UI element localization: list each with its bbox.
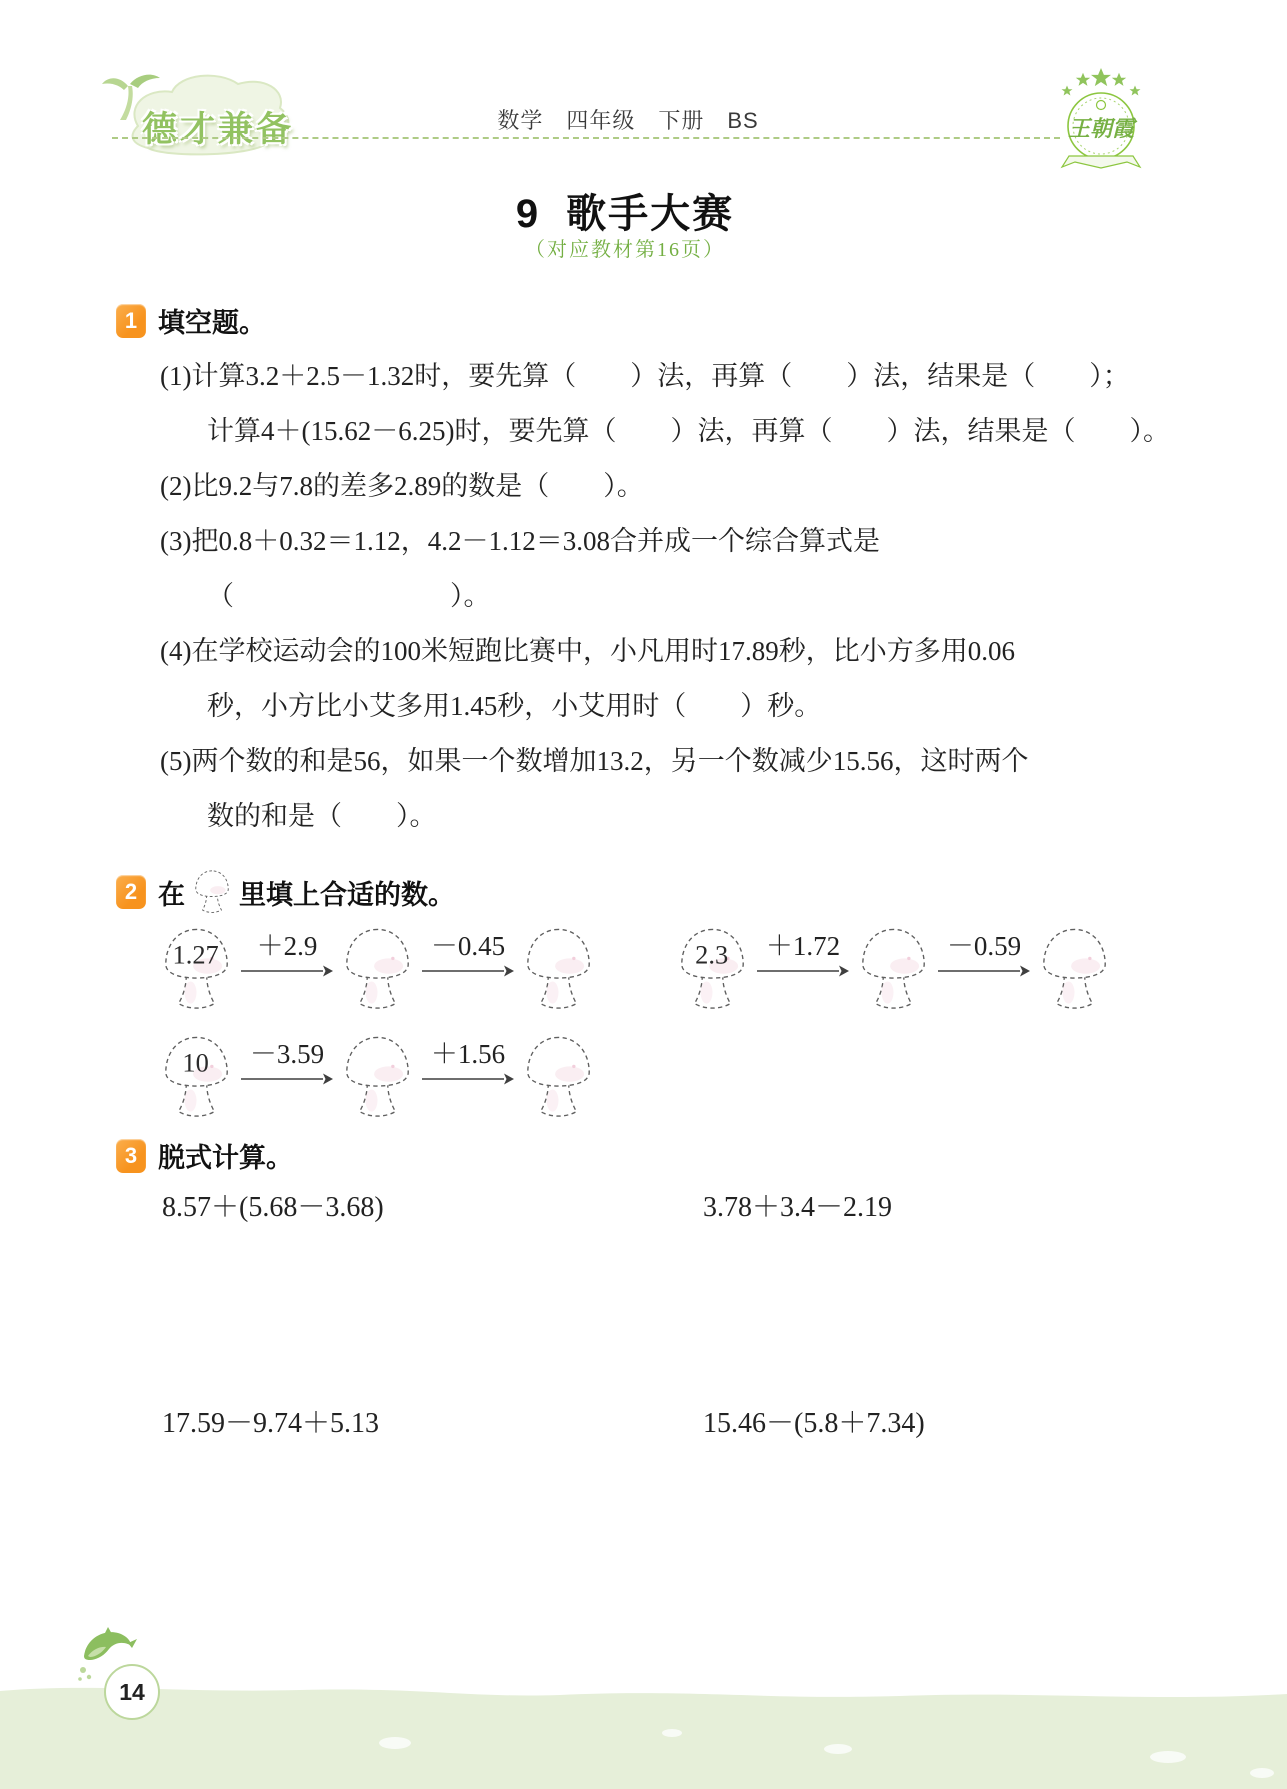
q2-header bbox=[116, 869, 455, 915]
q3-label: 脱式计算。 bbox=[158, 1143, 293, 1173]
mushroom-start-value bbox=[158, 1034, 235, 1121]
q1-header bbox=[116, 301, 266, 340]
mushroom-blank bbox=[520, 1034, 597, 1121]
q1-line: 秒，小方比小艾多用1.45秒，小艾用时（ ）秒。 bbox=[207, 691, 822, 721]
q3-expression-3: 17.59－9.74＋5.13 bbox=[162, 1408, 380, 1439]
operation-label: －3.59 bbox=[249, 1039, 325, 1069]
textbook-reference: （对应教材第16页） bbox=[525, 239, 725, 261]
operation-arrow bbox=[241, 928, 333, 978]
right-arrow-icon bbox=[422, 964, 514, 978]
svg-text:2.3: 2.3 bbox=[695, 939, 729, 970]
q1-line: (4)在学校运动会的100米短跑比赛中，小凡用时17.89秒，比小方多用0.06 bbox=[160, 636, 1015, 666]
svg-text:10: 10 bbox=[182, 1047, 209, 1078]
q3-expression-2: 3.78＋3.4－2.19 bbox=[703, 1192, 893, 1223]
q1-number-badge: 1 bbox=[116, 304, 146, 338]
mushroom-blank bbox=[339, 1034, 416, 1121]
operation-arrow bbox=[241, 1036, 333, 1086]
right-arrow-icon bbox=[422, 1072, 514, 1086]
mushroom-icon bbox=[191, 869, 233, 915]
q1-label: 填空题。 bbox=[158, 308, 266, 338]
operation-label: ＋1.72 bbox=[765, 931, 841, 961]
mushroom-start-value bbox=[674, 926, 751, 1013]
operation-label: －0.59 bbox=[946, 931, 1022, 961]
mushroom-blank bbox=[855, 926, 932, 1013]
q2-label bbox=[158, 869, 455, 915]
publisher-badge-text: 王朝霞 bbox=[1067, 116, 1135, 141]
operation-label: －0.45 bbox=[430, 931, 506, 961]
q2-chain-2 bbox=[674, 926, 1113, 1013]
right-arrow-icon bbox=[241, 1072, 333, 1086]
q2-label-prefix: 在 bbox=[158, 879, 185, 910]
q1-line: (1)计算3.2＋2.5－1.32时，要先算（ ）法，再算（ ）法，结果是（ ）； bbox=[160, 361, 1130, 391]
mushroom-blank bbox=[1036, 926, 1113, 1013]
right-arrow-icon bbox=[938, 964, 1030, 978]
lesson-title-text: 歌手大赛 bbox=[566, 192, 735, 236]
operation-label: ＋1.56 bbox=[430, 1039, 506, 1069]
q1-line: 计算4＋(15.62－6.25)时，要先算（ ）法，再算（ ）法，结果是（ ）。 bbox=[207, 416, 1170, 446]
operation-arrow bbox=[422, 1036, 514, 1086]
operation-arrow bbox=[422, 928, 514, 978]
svg-text:1.27: 1.27 bbox=[172, 939, 219, 970]
publisher-badge-icon bbox=[1054, 64, 1148, 176]
brand-logo-text: 德才兼备 bbox=[142, 110, 295, 149]
q1-line: 数的和是（ ）。 bbox=[207, 801, 437, 831]
lesson-number: 9 bbox=[515, 192, 541, 236]
footer-wave bbox=[0, 1677, 1287, 1789]
subject-line: 数学 四年级 下册 BS bbox=[497, 108, 759, 133]
mushroom-start-value bbox=[158, 926, 235, 1013]
q2-chain-3 bbox=[158, 1034, 597, 1121]
page-number: 14 bbox=[104, 1664, 160, 1720]
operation-arrow bbox=[757, 928, 849, 978]
q2-chain-1 bbox=[158, 926, 597, 1013]
q2-label-suffix: 里填上合适的数。 bbox=[239, 879, 455, 910]
q1-line: (5)两个数的和是56，如果一个数增加13.2，另一个数减少15.56，这时两个 bbox=[160, 746, 1029, 776]
publisher-badge bbox=[1054, 64, 1148, 176]
right-arrow-icon bbox=[241, 964, 333, 978]
operation-arrow bbox=[938, 928, 1030, 978]
q3-number-badge: 3 bbox=[116, 1139, 146, 1173]
header-divider bbox=[112, 137, 1060, 139]
right-arrow-icon bbox=[757, 964, 849, 978]
q3-expression-1: 8.57＋(5.68－3.68) bbox=[162, 1192, 384, 1223]
q3-header bbox=[116, 1136, 293, 1175]
mushroom-blank bbox=[339, 926, 416, 1013]
operation-label: ＋2.9 bbox=[256, 931, 318, 961]
q1-line: (3)把0.8＋0.32＝1.12，4.2－1.12＝3.08合并成一个综合算式是 bbox=[160, 526, 880, 556]
q1-line: (2)比9.2与7.8的差多2.89的数是（ ）。 bbox=[160, 471, 644, 501]
page-title bbox=[0, 182, 1250, 239]
mushroom-blank bbox=[520, 926, 597, 1013]
dolphin-icon bbox=[76, 1626, 138, 1686]
q1-lines bbox=[160, 349, 1175, 844]
q2-number-badge: 2 bbox=[116, 875, 146, 909]
q3-expression-4: 15.46－(5.8＋7.34) bbox=[703, 1408, 925, 1439]
q1-line: （ ）。 bbox=[207, 581, 491, 611]
